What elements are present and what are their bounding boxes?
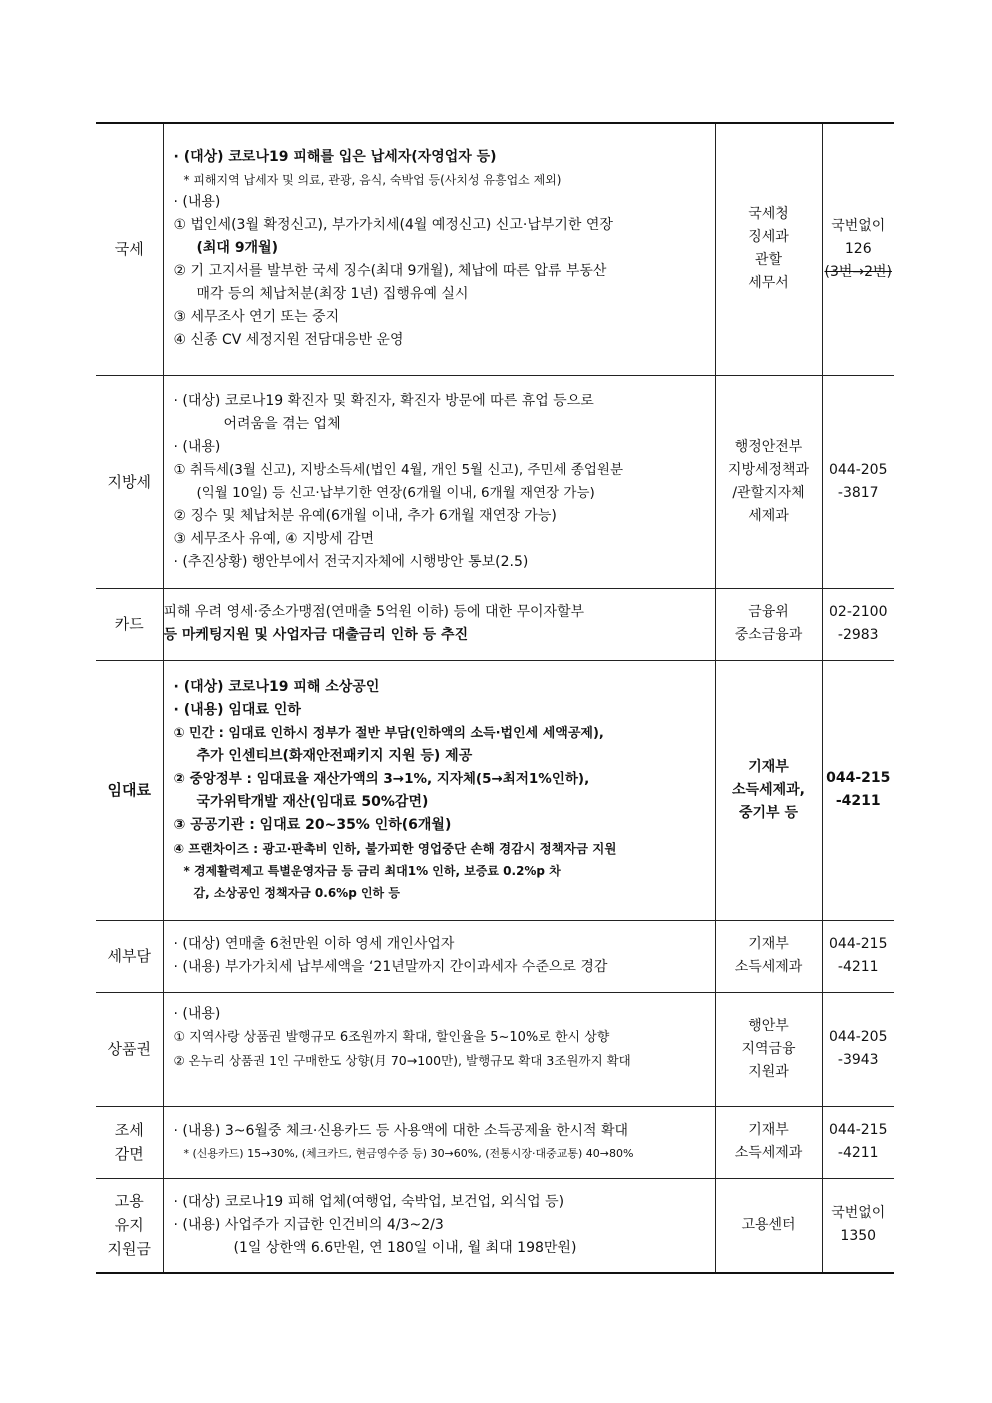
content-line: (1일 상한액 6.6만원, 연 180일 이내, 월 최대 198만원) <box>233 1239 577 1256</box>
content-cell <box>163 992 715 1106</box>
phone-cell <box>822 123 894 375</box>
department-line: 행안부 <box>748 1017 789 1034</box>
content-line: · (대상) 연매출 6천만원 이하 영세 개인사업자 <box>173 936 455 952</box>
table-row-gift-voucher <box>96 992 894 1106</box>
phone-line: -4211 <box>837 959 879 975</box>
content-line: ③ 세무조사 연기 또는 중지 <box>173 309 340 326</box>
content-line: ① 지역사랑 상품권 발행규모 6조원까지 확대, 할인율을 5~10%로 한시 상향 <box>173 1029 610 1045</box>
table-row-tax-reduction <box>96 1106 894 1178</box>
category-cell <box>96 992 163 1106</box>
department-line: /관할지자체 <box>732 484 805 501</box>
content-line: ② 중앙정부 : 임대료율 재산가액의 3→1%, 지자체(5→최저1%인하), <box>173 771 590 787</box>
phone-cell <box>822 375 894 588</box>
department-line: 지원과 <box>748 1063 789 1080</box>
content-line: · (내용) 사업주가 지급한 인건비의 4/3~2/3 <box>173 1216 444 1233</box>
category-label: 유지 <box>114 1216 144 1235</box>
phone-line: 044-205 <box>829 461 888 478</box>
phone-line: -2983 <box>837 627 879 643</box>
content-line: (최대 9개월) <box>196 240 279 257</box>
phone-line: 국번없이 <box>831 1205 886 1222</box>
category-label: 상품권 <box>107 1040 151 1058</box>
table-row-tax-burden <box>96 920 894 992</box>
department-line: 소득세제과 <box>734 959 803 975</box>
content-line: ① 법인세(3월 확정신고), 부가가치세(4월 예정신고) 신고·납부기한 연장 <box>173 217 613 234</box>
department-cell <box>715 123 822 375</box>
phone-cell <box>822 920 894 992</box>
department-line: 지방세정책과 <box>727 461 810 478</box>
content-line: · (대상) 코로나19 확진자 및 확진자, 확진자 방문에 따른 휴업 등으로 <box>173 392 594 409</box>
content-line: 어려움을 겪는 업체 <box>223 415 341 432</box>
phone-line: 국번없이 <box>831 217 886 234</box>
content-line: ④ 프랜차이즈 : 광고·판촉비 인하, 불가피한 영업중단 손해 경감시 정책자금 지원 <box>173 841 617 856</box>
category-label: 임대료 <box>107 781 151 799</box>
department-line: 세제과 <box>748 507 789 524</box>
content-line: ④ 신종 CV 세정지원 전담대응반 운영 <box>173 332 404 349</box>
content-line: · (내용) <box>173 1005 221 1022</box>
department-line: 소득세제과 <box>734 1145 803 1161</box>
content-cell <box>163 1178 715 1273</box>
content-line: · (내용) 3~6월중 체크·신용카드 등 사용액에 대한 소득공제율 한시적 확대 <box>173 1122 629 1139</box>
department-line: 관할 <box>754 252 783 269</box>
category-label: 지방세 <box>107 472 151 491</box>
phone-cell <box>822 1106 894 1178</box>
content-line: · (추진상황) 행안부에서 전국지자체에 시행방안 통보(2.5) <box>173 553 529 570</box>
department-line: 중기부 등 <box>739 804 798 821</box>
content-line: 국가위탁개발 재산(임대료 50%감면) <box>196 794 429 810</box>
department-cell <box>715 375 822 588</box>
table-row-national-tax <box>96 123 894 375</box>
content-line: · (대상) 코로나19 피해 소상공인 <box>173 679 380 695</box>
table-row-local-tax <box>96 375 894 588</box>
note-line: * 경제활력제고 특별운영자금 등 금리 최대1% 인하, 보증료 0.2%p 차 <box>183 864 561 878</box>
category-cell <box>96 1106 163 1178</box>
content-line: ② 온누리 상품권 1인 구매한도 상향(月 70→100만), 발행규모 확대 3조원까지 확대 <box>173 1052 631 1068</box>
category-label: 국세 <box>114 240 144 259</box>
category-label: 감면 <box>114 1145 144 1163</box>
department-cell <box>715 920 822 992</box>
phone-line: -3817 <box>837 484 879 501</box>
phone-line: -4211 <box>835 793 881 809</box>
content-line: 피해 우려 영세·중소가맹점(연매출 5억원 이하) 등에 대한 무이자할부 <box>163 604 585 620</box>
note-line: * (신용카드) 15→30%, (체크카드, 현금영수증 등) 30→60%, (전통시장·대중교통) 40→80% <box>183 1146 634 1160</box>
table-row-card <box>96 588 894 660</box>
content-line: ③ 세무조사 유예, ④ 지방세 감면 <box>173 530 375 547</box>
category-cell <box>96 660 163 920</box>
category-cell <box>96 920 163 992</box>
department-line: 기재부 <box>748 1122 789 1138</box>
phone-line: 1350 <box>840 1228 877 1245</box>
department-line: 기재부 <box>748 758 789 775</box>
content-line: 매각 등의 체납처분(최장 1년) 집행유예 실시 <box>196 286 469 303</box>
department-line: 기재부 <box>748 936 789 952</box>
content-cell <box>163 660 715 920</box>
content-cell <box>163 375 715 588</box>
department-line: 세무서 <box>748 275 789 292</box>
department-line: 징세과 <box>748 229 789 246</box>
department-cell <box>715 660 822 920</box>
content-line: ③ 공공기관 : 임대료 20~35% 인하(6개월) <box>173 817 452 833</box>
department-line: 지역금융 <box>741 1040 796 1057</box>
content-line: · (내용) 부가가치세 납부세액을 ‘21년말까지 간이과세자 수준으로 경감 <box>173 959 608 975</box>
phone-line: 02-2100 <box>829 604 888 620</box>
content-line: (익월 10일) 등 신고·납부기한 연장(6개월 이내, 6개월 재연장 가능) <box>196 484 595 501</box>
content-cell <box>163 588 715 660</box>
content-line: ① 취득세(3월 신고), 지방소득세(법인 4월, 개인 5월 신고), 주민세 종업원분 <box>173 461 623 478</box>
table-row-employment-support <box>96 1178 894 1273</box>
content-cell <box>163 1106 715 1178</box>
phone-line: -4211 <box>837 1145 879 1161</box>
department-cell <box>715 1106 822 1178</box>
phone-line: 044-215 <box>826 770 891 786</box>
content-line: 등 마케팅지원 및 사업자금 대출금리 인하 등 추진 <box>163 627 469 643</box>
category-cell <box>96 588 163 660</box>
phone-line: (3번→2번) <box>824 263 893 280</box>
category-label: 조세 <box>114 1121 144 1139</box>
phone-line: 044-205 <box>829 1029 888 1045</box>
content-line: · (내용) <box>173 194 221 211</box>
phone-line: 044-215 <box>829 1122 888 1138</box>
phone-cell <box>822 992 894 1106</box>
department-line: 금융위 <box>748 604 789 620</box>
phone-line: 126 <box>844 240 872 257</box>
category-label: 세부담 <box>107 947 151 965</box>
department-cell <box>715 588 822 660</box>
phone-line: -3943 <box>837 1052 879 1068</box>
content-line: ② 기 고지서를 발부한 국세 징수(최대 9개월), 체납에 따른 압류 부동산 <box>173 263 607 280</box>
content-line: ② 징수 및 체납처분 유예(6개월 이내, 추가 6개월 재연장 가능) <box>173 507 557 524</box>
content-line: 추가 인센티브(화재안전패키지 지원 등) 제공 <box>196 748 473 764</box>
content-line: · (대상) 코로나19 피해 업체(여행업, 숙박업, 보건업, 외식업 등) <box>173 1193 565 1210</box>
department-line: 중소금융과 <box>734 627 803 643</box>
table-row-rent <box>96 660 894 920</box>
department-cell <box>715 1178 822 1273</box>
content-line: · (내용) 임대료 인하 <box>173 702 301 718</box>
phone-cell <box>822 660 894 920</box>
department-line: 행정안전부 <box>734 438 803 455</box>
content-line: · (내용) <box>173 438 221 455</box>
phone-cell <box>822 588 894 660</box>
category-cell <box>96 375 163 588</box>
category-label: 고용 <box>114 1192 144 1211</box>
department-cell <box>715 992 822 1106</box>
department-line: 고용센터 <box>741 1216 796 1233</box>
category-label: 카드 <box>114 615 144 633</box>
support-measures-table <box>96 122 894 1274</box>
note-line: * 피해지역 납세자 및 의료, 관광, 음식, 숙박업 등(사치성 유흥업소 제외) <box>183 173 562 188</box>
note-line: 감, 소상공인 정책자금 0.6%p 인하 등 <box>193 886 400 900</box>
category-cell <box>96 1178 163 1273</box>
content-cell <box>163 123 715 375</box>
phone-cell <box>822 1178 894 1273</box>
department-line: 국세청 <box>748 206 789 223</box>
category-label: 지원금 <box>107 1240 151 1259</box>
department-line: 소득세제과, <box>732 781 805 798</box>
content-line: · (대상) 코로나19 피해를 입은 납세자(자영업자 등) <box>173 149 497 166</box>
content-line: ① 민간 : 임대료 인하시 정부가 절반 부담(인하액의 소득·법인세 세액공제), <box>173 726 604 741</box>
phone-line: 044-215 <box>829 936 888 952</box>
category-cell <box>96 123 163 375</box>
content-cell <box>163 920 715 992</box>
